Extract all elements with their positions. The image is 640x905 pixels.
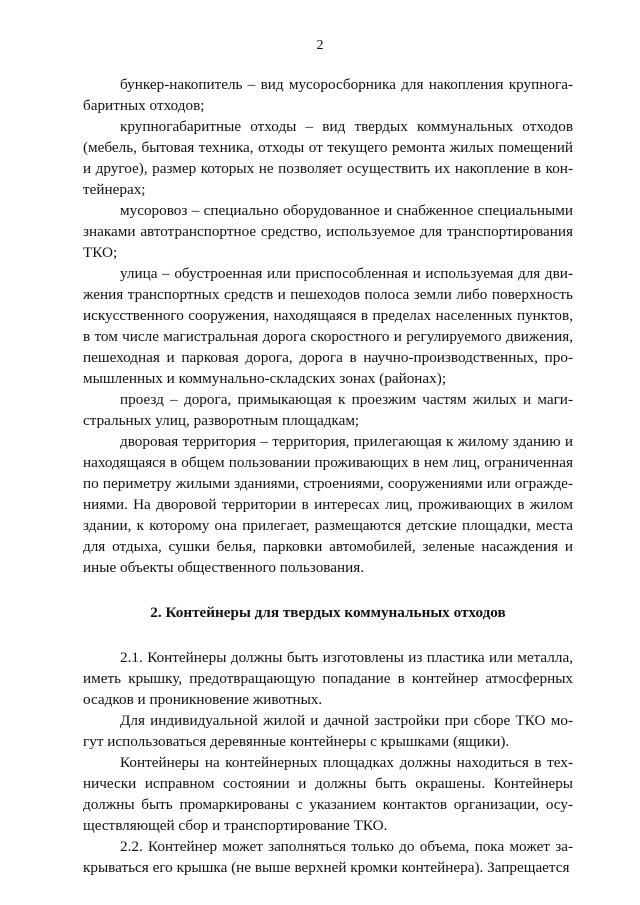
paragraph-wooden-containers: Для индивидуальной жилой и дачной застройки при сборе ТКО могут использоваться деревянные контейнеры с крышками (ящики).: [83, 712, 573, 750]
paragraph-2-2: 2.2. Контейнер может заполняться только до объема, пока может закрываться его крышка (не выше верхней кромки контейнера). Запрещается: [83, 838, 573, 876]
definition-bulky-waste: крупногабаритные отходы – вид твердых коммунальных отходов (мебель, бытовая техника, отходы от текущего ремонта жилых помещений и другое), размер которых не позволяет осуществить их накопление в контейнерах;: [83, 118, 573, 198]
document-body: [83, 74, 573, 878]
definition-driveway: проезд – дорога, примыкающая к проезжим частям жилых и магистральных улиц, разворотным площадкам;: [83, 391, 573, 429]
spacer: [83, 623, 573, 647]
paragraph-2-1: 2.1. Контейнеры должны быть изготовлены из пластика или металла, иметь крышку, предотвращающую попадание в контейнер атмосферных осадков и проникновение животных.: [83, 649, 573, 708]
definition-garbage-truck: мусоровоз – специально оборудованное и снабженное специальными знаками автотранспортное средство, используемое для транспортирования ТКО;: [83, 202, 573, 261]
spacer: [83, 578, 573, 602]
section-heading: 2. Контейнеры для твердых коммунальных отходов: [150, 604, 506, 621]
page-number: 2: [316, 38, 324, 53]
definition-courtyard: дворовая территория – территория, прилегающая к жилому зданию и находящаяся в общем пользовании проживающих в нем лиц, ограниченная по периметру жилыми зданиями, строениями, сооружениями или ограждениями. На дворовой территории в интересах лиц, проживающих в жилом здании, к которому она прилегает, размещаются детские площадки, места для отдыха, сушки белья, парковки автомобилей, зеленые насаждения и иные объекты общественного пользования.: [83, 433, 573, 576]
definition-street: улица – обустроенная или приспособленная и используемая для движения транспортных средств и пешеходов полоса земли либо поверхность искусственного сооружения, находящаяся в пределах населенных пунктов, в том числе магистральная дорога скоростного и регулируемого движения, пешеходная и парковая дорога, дорога в научно-производственных, промышленных и коммунально-складских зонах (районах);: [83, 265, 573, 387]
definition-bunker: бункер-накопитель – вид мусоросборника для накопления крупногабаритных отходов;: [83, 76, 573, 114]
paragraph-container-condition: Контейнеры на контейнерных площадках должны находиться в технически исправном состоянии и должны быть окрашены. Контейнеры должны быть промаркированы с указанием контактов организации, осуществляющей сбор и транспортирование ТКО.: [83, 754, 573, 834]
